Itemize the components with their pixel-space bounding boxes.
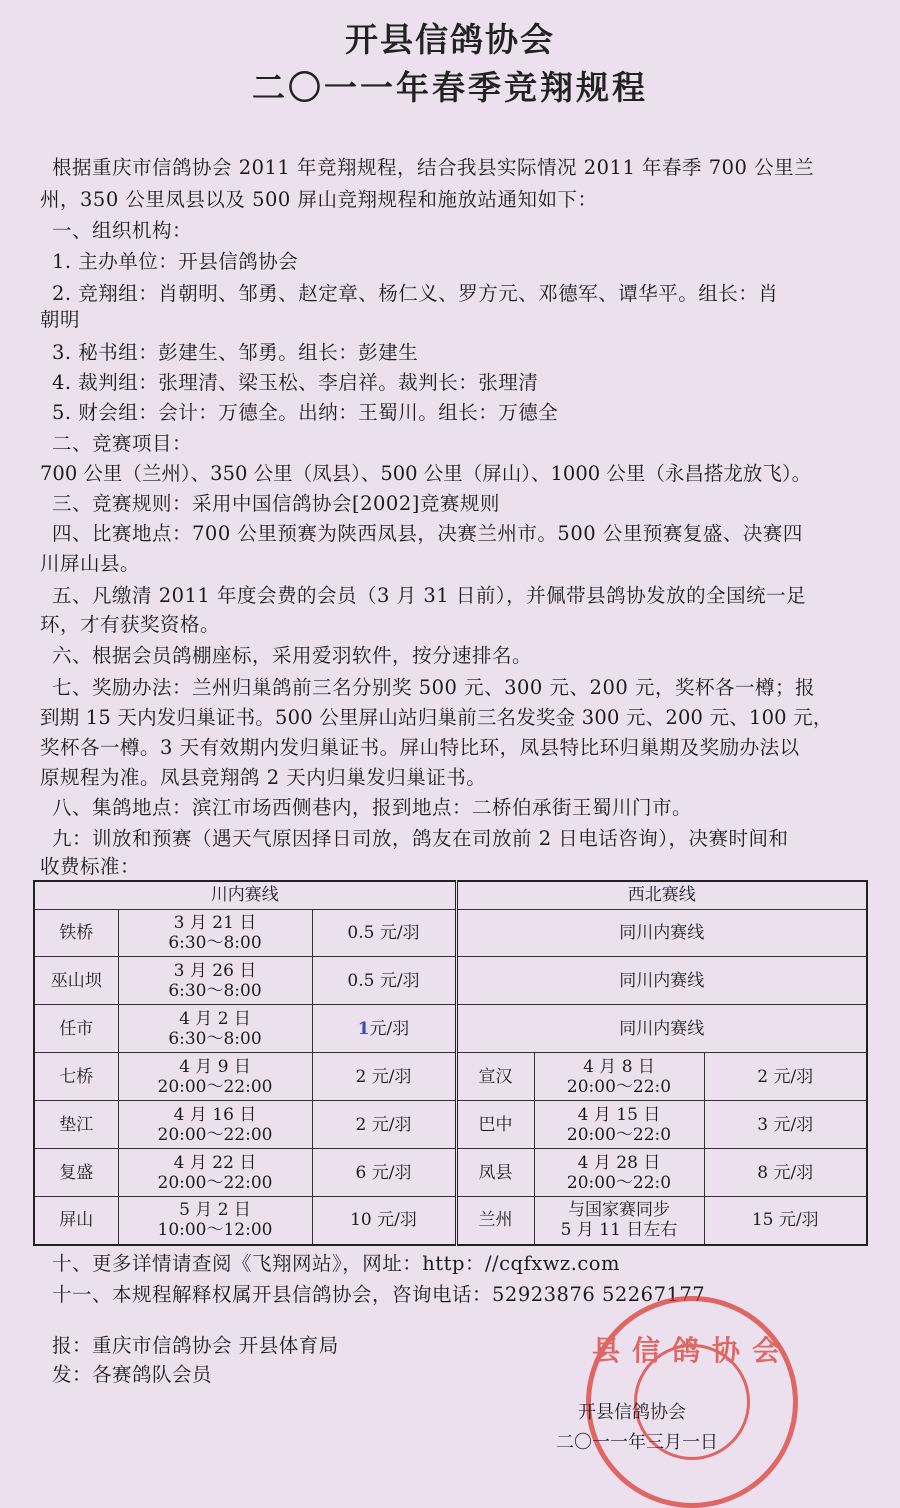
- section-11: 十一、本规程解释权属开县信鸽协会，咨询电话：52923876 52267177: [52, 1283, 706, 1306]
- place-cell: 巫山坝: [34, 957, 118, 1005]
- table-row: [34, 1005, 867, 1053]
- date: 4 月 15 日: [577, 1104, 661, 1125]
- right-place-cell: 凤县: [456, 1149, 534, 1197]
- fee-cell: 0.5 元/羽: [312, 957, 456, 1005]
- table-row: [34, 1101, 867, 1149]
- fee-cell: 2 元/羽: [312, 1101, 456, 1149]
- section-1-item-2: 2. 竞翔组：肖朝明、邹勇、赵定章、杨仁义、罗方元、邓德军、谭华平。组长：肖: [52, 282, 779, 305]
- section-4-line-2: 川屏山县。: [40, 552, 141, 575]
- fee-cell: 10 元/羽: [312, 1196, 456, 1245]
- place-cell: 铁桥: [34, 909, 118, 957]
- right-place-cell: 兰州: [456, 1196, 534, 1245]
- right-datetime-cell: [534, 1053, 704, 1101]
- time: 6:30～8:00: [168, 932, 262, 953]
- section-2-items: 700 公里（兰州）、350 公里（凤县）、500 公里（屏山）、1000 公里（永昌搭龙放飞）。: [40, 462, 812, 485]
- section-1-heading: 一、组织机构：: [52, 219, 193, 242]
- datetime-cell: [118, 1005, 312, 1053]
- header-sichuan-route: 川内赛线: [34, 881, 456, 909]
- datetime-cell: [118, 1053, 312, 1101]
- time: 20:00～22:00: [157, 1172, 273, 1193]
- place-cell: 复盛: [34, 1149, 118, 1197]
- time: 5 月 11 日左右: [560, 1220, 678, 1241]
- document-title: 开县信鸽协会: [345, 20, 555, 59]
- signature-date: 二〇一一年三月一日: [556, 1432, 718, 1453]
- time: 6:30～8:00: [168, 980, 262, 1001]
- date: 3 月 26 日: [173, 960, 257, 981]
- section-5-line-1: 五、凡缴清 2011 年度会费的会员（3 月 31 日前），并佩带县鸽协发放的全国统一足: [52, 584, 807, 607]
- datetime-cell: [118, 909, 312, 957]
- right-fee-cell: 2 元/羽: [704, 1053, 867, 1101]
- right-fee-cell: 3 元/羽: [704, 1101, 867, 1149]
- section-2-heading: 二、竞赛项目：: [52, 432, 193, 455]
- seal-text: 县信鸽协会: [591, 1334, 792, 1367]
- signature-org: 开县信鸽协会: [578, 1402, 686, 1423]
- section-1-item-3: 3. 秘书组：彭建生、邹勇。组长：彭建生: [52, 341, 419, 364]
- section-1-item-1: 1. 主办单位：开县信鸽协会: [52, 250, 299, 273]
- date: 4 月 2 日: [179, 1008, 251, 1029]
- time: 20:00～22:00: [157, 1124, 273, 1145]
- section-5-line-2: 环，才有获奖资格。: [40, 613, 221, 636]
- section-4-line-1: 四、比赛地点：700 公里预赛为陕西凤县，决赛兰州市。500 公里预赛复盛、决赛四: [52, 522, 803, 545]
- table-row: [34, 909, 867, 957]
- table-row: [34, 1196, 867, 1245]
- section-1-item-4: 4. 裁判组：张理清、梁玉松、李启祥。裁判长：张理清: [52, 371, 539, 394]
- place-cell: 任市: [34, 1005, 118, 1053]
- date: 5 月 2 日: [179, 1200, 251, 1221]
- place-cell: 垫江: [34, 1101, 118, 1149]
- right-fee-cell: 15 元/羽: [704, 1196, 867, 1245]
- section-10: 十、更多详情请查阅《飞翔网站》，网址：http：//cqfxwz.com: [52, 1252, 621, 1275]
- datetime-cell: [118, 1101, 312, 1149]
- section-6: 六、根据会员鸽棚座标，采用爱羽软件，按分速排名。: [52, 644, 533, 667]
- same-route-cell: 同川内赛线: [456, 909, 867, 957]
- right-place-cell: 宣汉: [456, 1053, 534, 1101]
- table-row: [34, 1149, 867, 1197]
- date: 与国家赛同步: [568, 1200, 670, 1221]
- intro-line-1: 根据重庆市信鸽协会 2011 年竞翔规程，结合我县实际情况 2011 年春季 700 公里兰: [52, 156, 815, 179]
- right-fee-cell: 8 元/羽: [704, 1149, 867, 1197]
- right-datetime-cell: [534, 1149, 704, 1197]
- datetime-cell: [118, 1149, 312, 1197]
- same-route-cell: 同川内赛线: [456, 957, 867, 1005]
- send-to-line: 发：各赛鸽队会员: [52, 1363, 213, 1386]
- section-1-item-2-cont: 朝明: [40, 308, 81, 331]
- same-route-cell: 同川内赛线: [456, 1005, 867, 1053]
- date: 4 月 9 日: [179, 1056, 251, 1077]
- section-1-item-5: 5. 财会组：会计：万德全。出纳：王蜀川。组长：万德全: [52, 401, 559, 424]
- section-9-line-2: 收费标准：: [40, 855, 141, 878]
- section-7-line-3: 奖杯各一樽。3 天有效期内发归巢证书。屏山特比环，凤县特比环归巢期及奖励办法以: [40, 736, 800, 759]
- place-cell: 屏山: [34, 1196, 118, 1245]
- fee-cell: 0.5 元/羽: [312, 909, 456, 957]
- handwritten-fee-mark: 1: [357, 1018, 370, 1039]
- header-northwest-route: 西北赛线: [456, 881, 867, 909]
- section-7-line-4: 原规程为准。凤县竞翔鸽 2 天内归巢发归巢证书。: [40, 766, 487, 789]
- table-row: [34, 1053, 867, 1101]
- fee-cell: 2 元/羽: [312, 1053, 456, 1101]
- time: 20:00～22:0: [566, 1076, 672, 1097]
- section-9-line-1: 九：训放和预赛（遇天气原因择日司放，鸽友在司放前 2 日电话咨询），决赛时间和: [52, 827, 789, 850]
- time: 20:00～22:0: [566, 1124, 672, 1145]
- table-row: [34, 957, 867, 1005]
- datetime-cell: [118, 1196, 312, 1245]
- time: 10:00～12:00: [157, 1220, 273, 1241]
- section-8: 八、集鸽地点：滨江市场西侧巷内，报到地点：二桥伯承街王蜀川门市。: [52, 796, 693, 819]
- time: 6:30～8:00: [168, 1028, 262, 1049]
- intro-line-2: 州，350 公里凤县以及 500 屏山竞翔规程和施放站通知如下：: [40, 188, 598, 211]
- date: 4 月 22 日: [173, 1152, 257, 1173]
- right-datetime-cell: [534, 1196, 704, 1245]
- schedule-table: [33, 880, 868, 1246]
- right-place-cell: 巴中: [456, 1101, 534, 1149]
- time: 20:00～22:0: [566, 1172, 672, 1193]
- section-7-line-2: 到期 15 天内发归巢证书。500 公里屏山站归巢前三名发奖金 300 元、200 元、100 元，: [40, 706, 833, 729]
- date: 4 月 28 日: [577, 1152, 661, 1173]
- date: 4 月 8 日: [583, 1056, 655, 1077]
- section-3: 三、竞赛规则：采用中国信鸽协会[2002]竞赛规则: [52, 492, 500, 515]
- date: 3 月 21 日: [173, 912, 257, 933]
- section-7-line-1: 七、奖励办法：兰州归巢鸽前三名分别奖 500 元、300 元、200 元，奖杯各一樽；报: [52, 676, 815, 699]
- fee-cell: 6 元/羽: [312, 1149, 456, 1197]
- table-header-row: [34, 881, 867, 909]
- fee-cell: [312, 1005, 456, 1053]
- place-cell: 七桥: [34, 1053, 118, 1101]
- date: 4 月 16 日: [173, 1104, 257, 1125]
- time: 20:00～22:00: [157, 1076, 273, 1097]
- report-to-line: 报：重庆市信鸽协会 开县体育局: [52, 1334, 339, 1357]
- fee-unit: 元/羽: [369, 1018, 410, 1039]
- document-subtitle: 二〇一一年春季竞翔规程: [252, 68, 648, 107]
- right-datetime-cell: [534, 1101, 704, 1149]
- datetime-cell: [118, 957, 312, 1005]
